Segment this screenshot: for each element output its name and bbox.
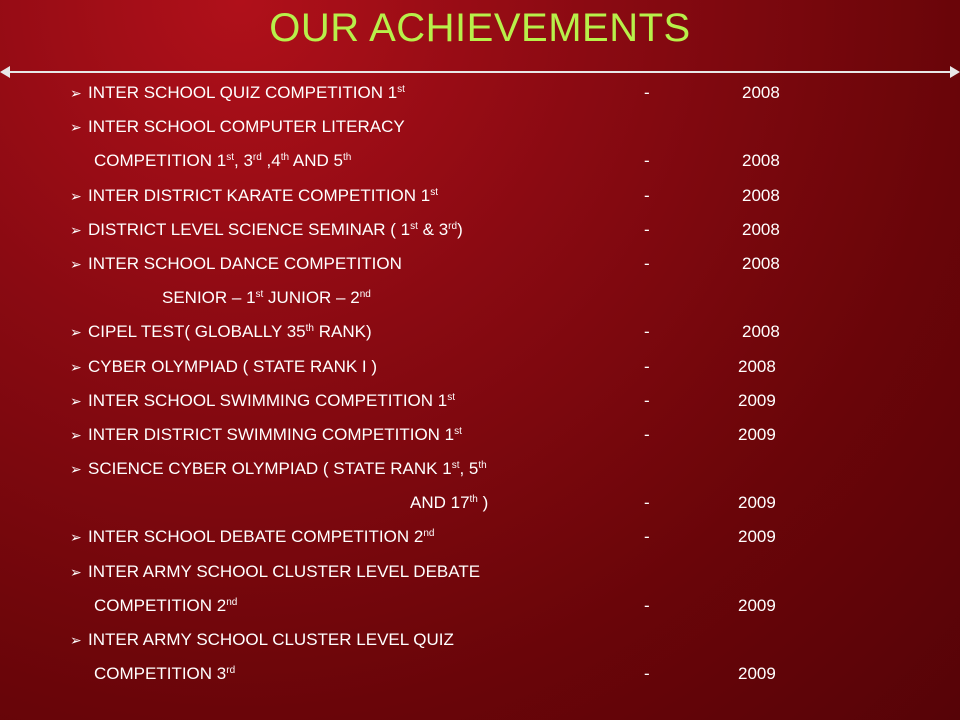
text-part: ) [477,493,489,513]
text-part: AND 5 [289,151,343,171]
text-part: , 5 [459,459,479,479]
arrow-bullet-icon: ➢ [70,324,82,341]
text-part: INTER ARMY SCHOOL CLUSTER LEVEL DEBATE [88,561,481,581]
ordinal-suffix: st [451,460,460,472]
ordinal-suffix: rd [226,665,236,677]
achievement-line [0,589,960,623]
achievement-line [0,247,960,281]
achievement-year: 2009 [738,390,776,410]
arrow-bullet-icon: ➢ [70,187,82,204]
text-part: COMPETITION 1 [94,151,227,171]
arrow-bullet-icon: ➢ [70,426,82,443]
separator-dash: - [644,322,650,342]
achievement-year: 2008 [742,219,780,239]
text-part: ) [457,219,463,239]
achievement-year: 2008 [742,185,780,205]
achievement-line [0,213,960,247]
achievement-year: 2008 [742,151,780,171]
text-part: JUNIOR – 2 [263,288,360,308]
achievement-year: 2008 [742,253,780,273]
ordinal-suffix: st [255,289,264,301]
ordinal-suffix: th [478,460,487,472]
ordinal-suffix: th [469,494,478,506]
achievement-text [88,452,487,486]
text-part: COMPETITION 2 [94,595,227,615]
text-part: INTER ARMY SCHOOL CLUSTER LEVEL QUIZ [88,630,454,649]
text-part: CIPEL TEST( GLOBALLY 35 [88,322,306,342]
separator-dash: - [644,493,650,513]
separator-dash: - [644,219,650,239]
achievement-year: 2009 [738,493,776,513]
text-part: SCIENCE CYBER OLYMPIAD ( STATE RANK 1 [88,459,452,479]
separator-dash: - [644,253,650,273]
achievement-text [88,179,438,213]
arrow-bullet-icon: ➢ [70,632,82,648]
achievement-text [88,110,405,144]
achievement-line [0,555,960,589]
achievements-list [0,76,960,691]
text-part: INTER SCHOOL QUIZ COMPETITION 1 [88,83,398,102]
text-part: COMPETITION 3 [94,664,227,684]
achievement-year: 2009 [738,527,776,547]
ordinal-suffix: rd [252,152,262,164]
achievement-line [0,486,960,520]
achievement-year: 2009 [738,595,776,615]
text-part: RANK) [313,322,372,342]
ordinal-suffix: st [226,152,235,164]
text-part: & 3 [417,219,449,239]
arrow-bullet-icon: ➢ [70,563,82,580]
ordinal-suffix: nd [359,289,371,301]
achievement-line [0,384,960,418]
achievement-text [88,520,434,554]
achievement-text [88,213,463,247]
achievement-line [0,76,960,110]
separator-dash: - [644,390,650,410]
achievement-text [94,589,237,623]
arrow-bullet-icon: ➢ [70,358,82,375]
arrow-bullet-icon: ➢ [70,392,82,409]
arrow-bullet-icon: ➢ [70,529,82,546]
ordinal-suffix: st [447,391,455,403]
separator-dash: - [644,356,650,376]
text-part: SENIOR – 1 [162,288,256,308]
achievement-text [88,418,462,452]
achievement-text [88,247,402,281]
achievement-line [0,520,960,554]
separator-dash: - [644,664,650,684]
achievement-line [0,657,960,691]
achievement-line [0,144,960,178]
achievement-text [410,486,488,520]
achievement-line [0,110,960,144]
ordinal-suffix: th [342,152,352,164]
achievement-line [0,281,960,315]
achievement-line [0,623,960,657]
ordinal-suffix: st [410,220,418,232]
achievement-line [0,418,960,452]
ordinal-suffix: rd [448,220,458,232]
achievement-text [94,144,351,178]
text-part: INTER SCHOOL DEBATE COMPETITION 2 [88,527,424,547]
ordinal-suffix: th [305,323,314,335]
text-part: INTER SCHOOL SWIMMING COMPETITION 1 [88,390,448,410]
ordinal-suffix: st [397,84,405,95]
separator-dash: - [644,424,650,444]
achievement-text [94,657,235,691]
ordinal-suffix: nd [423,528,435,540]
separator-dash: - [644,527,650,547]
achievement-line [0,179,960,213]
achievement-text [162,281,371,315]
ordinal-suffix: st [430,186,439,198]
achievement-text [88,623,454,657]
achievement-year: 2008 [742,83,780,102]
achievement-text [88,350,377,384]
achievement-text [88,384,455,418]
text-part: DISTRICT LEVEL SCIENCE SEMINAR ( 1 [88,219,411,239]
title-divider [6,71,954,73]
achievement-year: 2009 [738,664,776,684]
text-part: INTER SCHOOL COMPUTER LITERACY [88,117,405,137]
achievement-line [0,350,960,384]
text-part: INTER DISTRICT KARATE COMPETITION 1 [88,185,431,205]
arrow-bullet-icon: ➢ [70,255,82,272]
separator-dash: - [644,151,650,171]
text-part: INTER DISTRICT SWIMMING COMPETITION 1 [88,424,455,444]
text-part: ,4 [261,151,281,171]
achievement-text [88,555,480,589]
arrow-bullet-icon: ➢ [70,221,82,238]
achievement-text [88,76,405,110]
achievement-line [0,452,960,486]
arrow-bullet-icon: ➢ [70,461,82,478]
achievement-text [88,315,372,349]
ordinal-suffix: nd [226,596,238,608]
separator-dash: - [644,595,650,615]
arrow-bullet-icon: ➢ [70,85,82,101]
text-part: AND 17 [410,493,470,513]
ordinal-suffix: th [280,152,290,164]
achievement-year: 2008 [738,356,776,376]
achievement-year: 2008 [742,322,780,342]
achievement-line [0,315,960,349]
text-part: CYBER OLYMPIAD ( STATE RANK I ) [88,356,378,376]
achievement-year: 2009 [738,424,776,444]
separator-dash: - [644,185,650,205]
arrow-bullet-icon: ➢ [70,119,82,136]
text-part: , 3 [234,151,253,171]
ordinal-suffix: st [454,425,462,437]
separator-dash: - [644,83,650,102]
text-part: INTER SCHOOL DANCE COMPETITION [88,253,402,273]
page-title: OUR ACHIEVEMENTS [269,6,691,50]
